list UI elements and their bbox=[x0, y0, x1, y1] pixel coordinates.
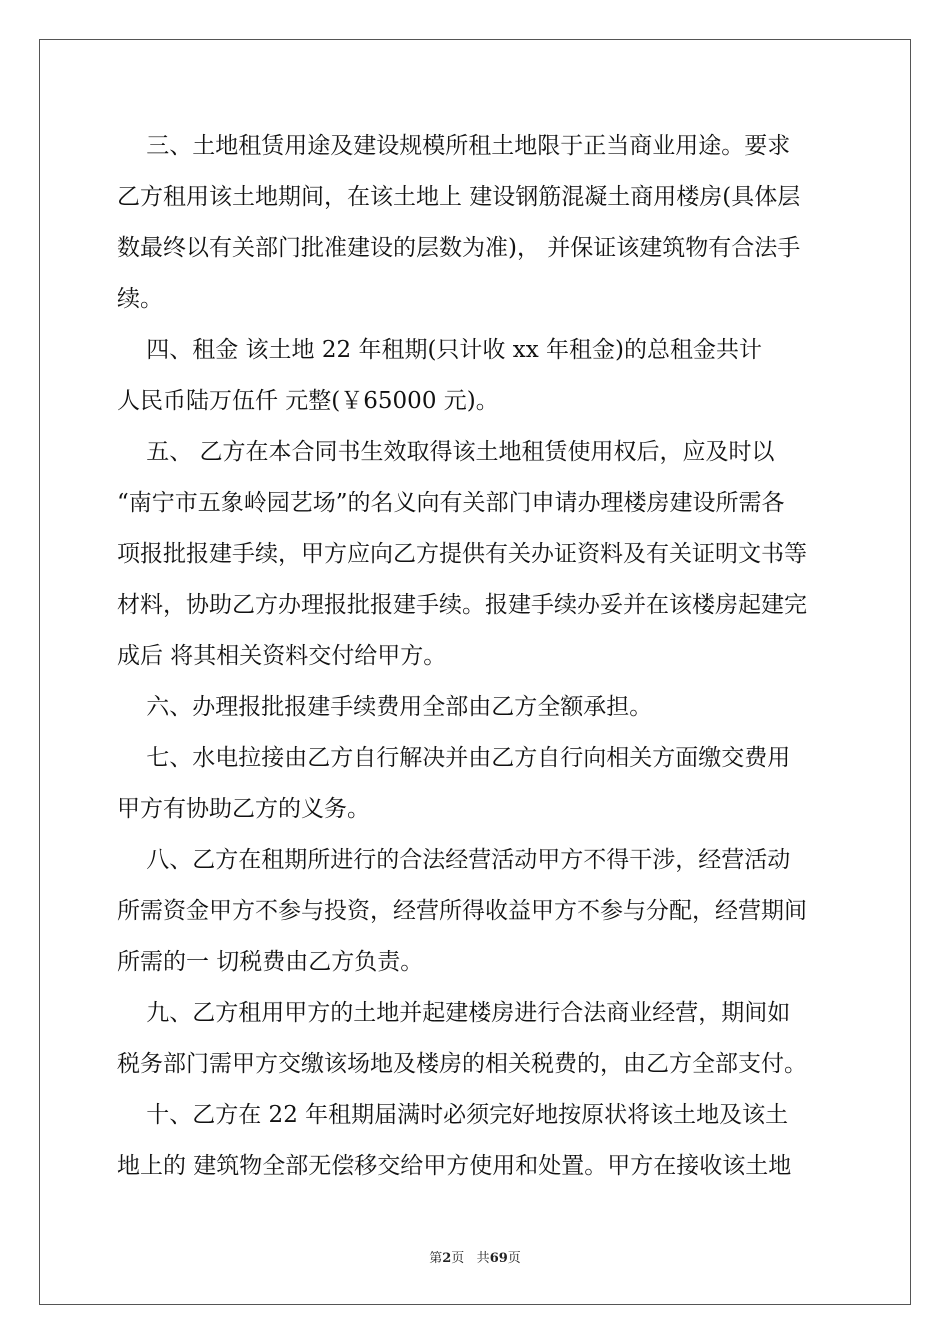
text-line: 项报批报建手续，甲方应向乙方提供有关办证资料及有关证明文书等 bbox=[117, 541, 807, 567]
total-pages: 69 bbox=[489, 1251, 508, 1266]
text-line: 人民币陆万伍仟 元整(￥65000 元)。 bbox=[117, 388, 499, 414]
text-line: 三、土地租赁用途及建设规模所租土地限于正当商业用途。要求 bbox=[117, 133, 791, 159]
page-footer bbox=[0, 1247, 950, 1266]
text-line: 税务部门需甲方交缴该场地及楼房的相关税费的，由乙方全部支付。 bbox=[117, 1051, 807, 1077]
text-line: 八、乙方在租期所进行的合法经营活动甲方不得干涉，经营活动 bbox=[117, 847, 791, 873]
page-prefix: 第 bbox=[429, 1251, 443, 1266]
text-line: 五、 乙方在本合同书生效取得该土地租赁使用权后，应及时以 bbox=[117, 439, 775, 465]
text-line: 乙方租用该土地期间，在该土地上 建设钢筋混凝土商用楼房(具体层 bbox=[117, 184, 801, 210]
page-unit: 页 bbox=[451, 1251, 465, 1266]
text-line: 六、办理报批报建手续费用全部由乙方全额承担。 bbox=[117, 694, 653, 720]
text-line: 成后 将其相关资料交付给甲方。 bbox=[117, 643, 447, 669]
text-line: 续。 bbox=[117, 286, 163, 312]
text-line: 七、水电拉接由乙方自行解决并由乙方自行向相关方面缴交费用 bbox=[117, 745, 791, 771]
page-number: 2 bbox=[442, 1251, 452, 1266]
text-line: 所需资金甲方不参与投资，经营所得收益甲方不参与分配，经营期间 bbox=[117, 898, 807, 924]
total-unit: 页 bbox=[507, 1251, 521, 1266]
text-line: 四、租金 该土地 22 年租期(只计收 xx 年租金)的总租金共计 bbox=[117, 337, 762, 363]
text-line: 数最终以有关部门批准建设的层数为准)， 并保证该建筑物有合法手 bbox=[117, 235, 801, 261]
text-line: 十、乙方在 22 年租期届满时必须完好地按原状将该土地及该土 bbox=[117, 1102, 789, 1128]
text-line: 地上的 建筑物全部无偿移交给甲方使用和处置。甲方在接收该土地 bbox=[117, 1153, 792, 1179]
text-line: 九、乙方租用甲方的土地并起建楼房进行合法商业经营，期间如 bbox=[117, 1000, 791, 1026]
text-line: 材料，协助乙方办理报批报建手续。报建手续办妥并在该楼房起建完 bbox=[117, 592, 807, 618]
text-line: “南宁市五象岭园艺场”的名义向有关部门申请办理楼房建设所需各 bbox=[117, 490, 785, 516]
text-line: 所需的一 切税费由乙方负责。 bbox=[117, 949, 424, 975]
total-prefix: 共 bbox=[476, 1251, 490, 1266]
text-line: 甲方有协助乙方的义务。 bbox=[117, 796, 370, 822]
